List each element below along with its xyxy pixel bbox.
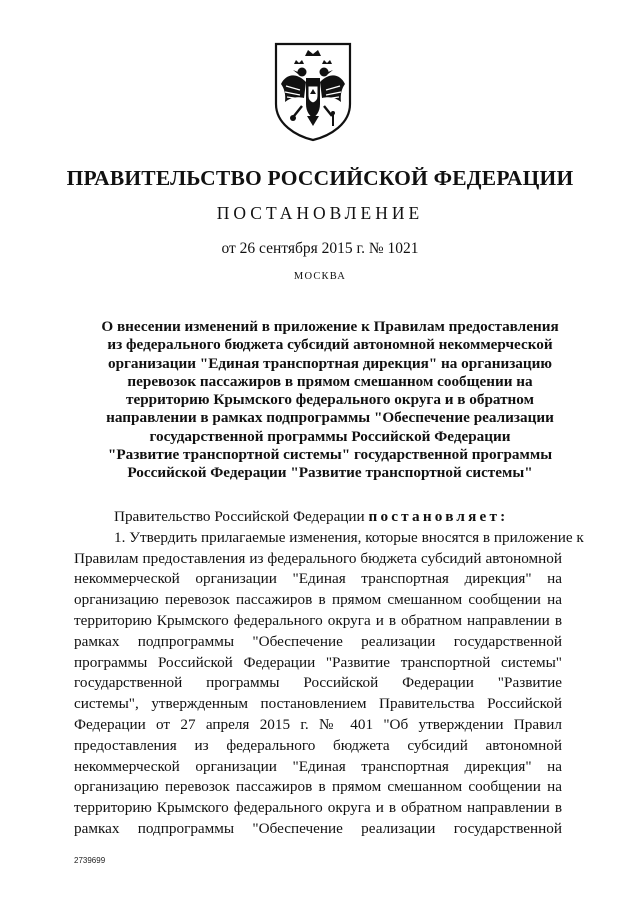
document-body <box>74 507 584 840</box>
paragraph-line: территорию Крымского федерального округа и в обратном направлении в <box>74 799 562 817</box>
intro-resolves: постановляет: <box>368 508 509 525</box>
paragraph-line: рамках подпрограммы "Обеспечение реализации государственной <box>74 632 562 650</box>
subject-line: из федерального бюджета субсидий автономной некоммерческой <box>107 336 553 354</box>
paragraph-line: организацию перевозок пассажиров в прямом смешанном сообщении на <box>74 591 562 609</box>
subject-line: перевозок пассажиров в прямом смешанном сообщении на <box>127 372 533 390</box>
paragraph-line: территорию Крымского федерального округа и в обратном направлении в <box>74 611 562 629</box>
paragraph-line: Правилам предоставления из федерального бюджета субсидий автономной <box>74 549 562 567</box>
paragraph-line: государственной программы Российской Федерации "Развитие <box>74 674 562 692</box>
document-date-number: от 26 сентября 2015 г. № 1021 <box>221 240 419 257</box>
subject-line: государственной программы Российской Федерации <box>149 427 511 445</box>
document-subject <box>60 318 600 483</box>
paragraph-line: программы Российской Федерации "Развитие транспортной системы" <box>74 653 562 671</box>
paragraph-line: Федерации от 27 апреля 2015 г. № 401 "Об утверждении Правил <box>74 715 562 733</box>
paragraph-line: рамках подпрограммы "Обеспечение реализации государственной <box>74 819 562 837</box>
subject-line: организации "Единая транспортная дирекция" на организацию <box>107 354 552 372</box>
subject-line: О внесении изменений в приложение к Правилам предоставления <box>101 318 559 335</box>
intro-line <box>74 507 562 528</box>
document-type: ПОСТАНОВЛЕНИЕ <box>216 203 424 223</box>
coat-of-arms-emblem-icon <box>272 42 354 142</box>
city-name: МОСКВА <box>293 271 347 282</box>
subject-line: направлении в рамках подпрограммы "Обеспечение реализации <box>106 409 554 427</box>
paragraph-line: некоммерческой организации "Единая транспортная дирекция" на <box>74 757 562 775</box>
intro-prefix: Правительство Российской Федерации <box>114 508 369 525</box>
subject-line: "Развитие транспортной системы" государственной программы <box>107 446 553 464</box>
government-title: ПРАВИТЕЛЬСТВО РОССИЙСКОЙ ФЕДЕРАЦИИ <box>66 166 574 190</box>
paragraph-line: 1. Утвердить прилагаемые изменения, которые вносятся в приложение к <box>114 528 584 546</box>
subject-line: территорию Крымского федерального округа и в обратном <box>126 391 534 409</box>
paragraph-line: системы", утвержденным постановлением Правительства Российской <box>74 695 562 713</box>
paragraph-line: предоставления из федерального бюджета субсидий автономной <box>74 736 562 754</box>
subject-line: Российской Федерации "Развитие транспортной системы" <box>127 464 533 482</box>
paragraph-line: некоммерческой организации "Единая транспортная дирекция" на <box>74 570 562 588</box>
paragraph-line: организацию перевозок пассажиров в прямом смешанном сообщении на <box>74 778 562 796</box>
document-code: 2739699 <box>74 856 106 865</box>
